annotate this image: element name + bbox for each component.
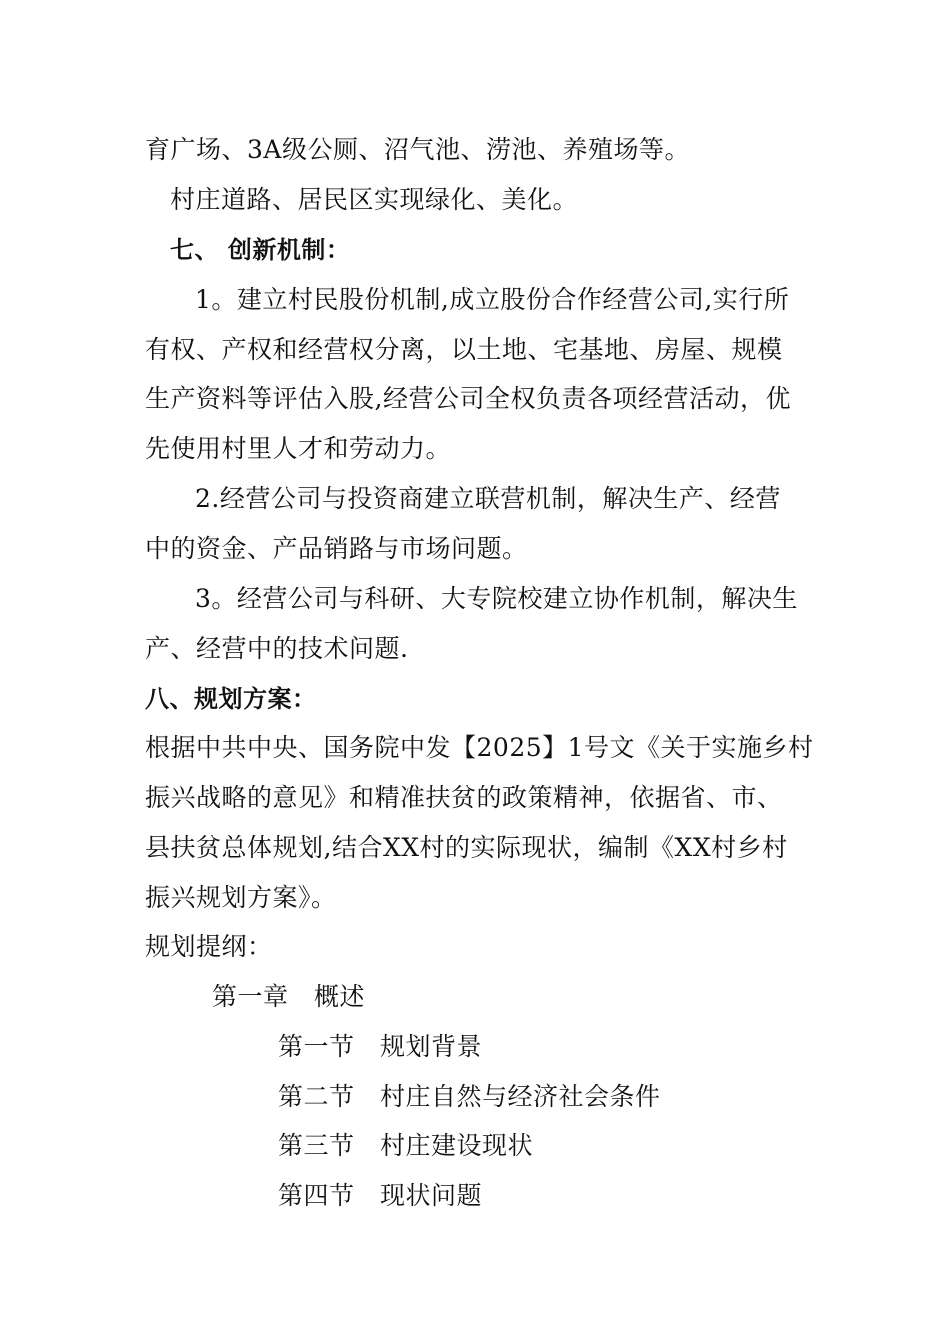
text-line-4: 1。建立村民股份机制,成立股份合作经营公司,实行所 — [195, 285, 790, 314]
outline-title: 规划提纲： — [145, 932, 273, 961]
outline-section-1: 第一节 规划背景 — [278, 1032, 483, 1061]
text-line-2: 村庄道路、居民区实现绿化、美化。 — [170, 185, 579, 214]
text-line-14: 振兴战略的意见》和精准扶贫的政策精神，依据省、市、 — [145, 783, 783, 812]
text-line-11: 产、经营中的技术问题. — [145, 634, 409, 663]
text-line-9: 中的资金、产品销路与市场问题。 — [145, 534, 528, 563]
outline-section-2: 第二节 村庄自然与经济社会条件 — [278, 1082, 661, 1111]
text-line-5: 有权、产权和经营权分离，以土地、宅基地、房屋、规模 — [145, 335, 783, 364]
section-heading-8: 八、规划方案： — [145, 685, 317, 713]
text-line-15: 县扶贫总体规划,结合XX村的实际现状，编制《XX村乡村 — [145, 833, 788, 862]
outline-chapter-1: 第一章 概述 — [212, 982, 366, 1011]
text-line-6: 生产资料等评估入股,经营公司全权负责各项经营活动，优 — [145, 384, 791, 413]
text-line-1: 育广场、3A级公厕、沼气池、涝池、养殖场等。 — [145, 135, 690, 164]
text-line-10: 3。经营公司与科研、大专院校建立协作机制，解决生 — [195, 584, 798, 613]
text-line-16: 振兴规划方案》。 — [145, 883, 337, 912]
section-heading-7: 七、 创新机制： — [170, 236, 351, 264]
outline-section-3: 第三节 村庄建设现状 — [278, 1131, 534, 1160]
outline-section-4: 第四节 现状问题 — [278, 1181, 483, 1210]
text-line-13: 根据中共中央、国务院中发【2025】1号文《关于实施乡村 — [145, 733, 814, 762]
text-line-8: 2.经营公司与投资商建立联营机制，解决生产、经营 — [195, 484, 781, 513]
text-line-7: 先使用村里人才和劳动力。 — [145, 434, 452, 463]
